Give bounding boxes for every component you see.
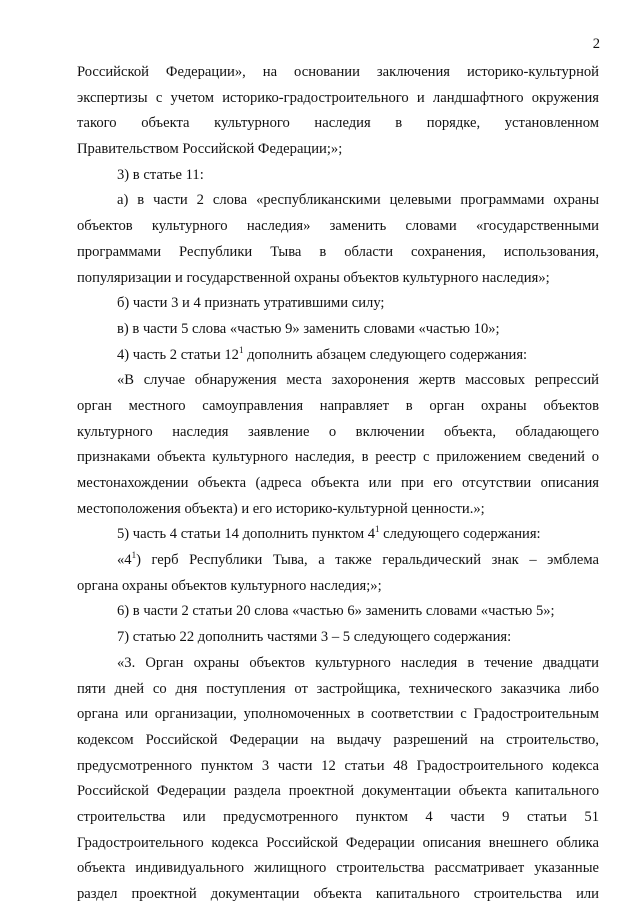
text-line-content: объекта индивидуального жилищного строительства рассматривает указанные: [77, 860, 599, 877]
text-line: [77, 497, 599, 523]
text-line-content: 7) статью 22 дополнить частями 3 – 5 следующего содержания:: [117, 629, 512, 646]
text-line: [77, 291, 599, 317]
superscript: 1: [375, 524, 380, 535]
text-line-content: раздел проектной документации объекта капитального строительства или: [77, 886, 599, 902]
text-line: [77, 188, 599, 214]
text-line: [77, 882, 599, 908]
text-line: [77, 548, 599, 574]
text-line: [77, 445, 599, 471]
text-line-content: «3. Орган охраны объектов культурного наследия в течение двадцати: [117, 654, 599, 671]
text-line-content: б) части 3 и 4 признать утратившими силу;: [117, 295, 385, 312]
text-line-content: Российской Федерации раздела проектной документации объекта капитального: [77, 783, 599, 800]
text-line-content: местонахождении объекта (адреса объекта или при его отсутствии описания: [77, 475, 599, 491]
text-line: [77, 651, 599, 677]
superscript: 1: [238, 344, 244, 355]
text-line-content: «4: [117, 552, 132, 569]
text-line: [77, 856, 599, 882]
text-line: [77, 137, 599, 163]
document-body: [77, 60, 599, 908]
text-line-content: «В случае обнаружения места захоронения жертв массовых репрессий: [117, 372, 599, 389]
text-line: [77, 805, 599, 831]
text-line-content: такого объекта культурного наследия в порядке, установленном: [77, 115, 599, 132]
text-line-content: 4) часть 2 статьи 12: [117, 346, 239, 363]
text-line-content: Российской Федерации», на основании заключения историко-культурной: [77, 64, 599, 80]
text-line: [77, 574, 599, 600]
text-line-content: 5) часть 4 статьи 14 дополнить пунктом 4: [117, 526, 376, 543]
text-line-tail: следующего содержания:: [379, 526, 541, 543]
text-line: [77, 471, 599, 497]
text-line-content: органа или организации, уполномоченных в соответствии с Градостроительным: [77, 706, 599, 723]
text-line: [77, 368, 599, 394]
text-line-content: органа охраны объектов культурного наследия;»;: [77, 577, 382, 594]
text-line: [77, 317, 599, 343]
text-line: [77, 60, 599, 86]
text-line-content: объектов культурного наследия» заменить словами «государственными: [77, 218, 599, 235]
text-line: [77, 163, 599, 189]
text-line: [77, 779, 599, 805]
text-line-content: 3) в статье 11:: [117, 166, 204, 183]
text-line: [77, 599, 599, 625]
text-line: [77, 625, 599, 651]
text-line-content: популяризации и государственной охраны объектов культурного наследия»;: [77, 269, 550, 286]
text-line-content: программами Республики Тыва в области сохранения, использования,: [77, 243, 599, 260]
text-line-tail: ) герб Республики Тыва, а также геральдический знак – эмблема: [136, 552, 599, 569]
text-line-tail: дополнить абзацем следующего содержания:: [243, 346, 528, 363]
text-line-content: признаками объекта культурного наследия, в реестр с приложением сведений о: [77, 449, 599, 466]
text-line-content: Градостроительного кодекса Российской Федерации описания внешнего облика: [77, 834, 599, 851]
page-number: 2: [592, 36, 600, 52]
text-line: [77, 522, 599, 548]
text-line-content: орган местного самоуправления направляет в орган охраны объектов: [77, 397, 599, 414]
text-line: [77, 677, 599, 703]
text-line: [77, 214, 599, 240]
text-line: [77, 754, 599, 780]
text-line: [77, 240, 599, 266]
text-line: [77, 111, 599, 137]
superscript: 1: [131, 550, 137, 561]
text-line: [77, 86, 599, 112]
text-line-content: местоположения объекта) и его историко-культурной ценности.»;: [77, 500, 485, 517]
text-line-content: Правительством Российской Федерации;»;: [77, 141, 343, 158]
text-line-content: строительства или предусмотренного пунктом 4 части 9 статьи 51: [77, 808, 599, 825]
text-line-content: пяти дней со дня поступления от застройщика, технического заказчика либо: [77, 680, 599, 697]
text-line-content: 6) в части 2 статьи 20 слова «частью 6» заменить словами «частью 5»;: [117, 603, 555, 620]
text-line-content: а) в части 2 слова «республиканскими целевыми программами охраны: [117, 192, 599, 209]
text-line: [77, 728, 599, 754]
text-line: [77, 702, 599, 728]
text-line-content: экспертизы с учетом историко-градостроительного и ландшафтного окружения: [77, 89, 599, 106]
text-line: [77, 343, 599, 369]
text-line: [77, 831, 599, 857]
text-line: [77, 266, 599, 292]
text-line-content: культурного наследия заявление о включении объекта, обладающего: [77, 423, 599, 440]
text-line: [77, 394, 599, 420]
text-line-content: предусмотренного пунктом 3 части 12 статьи 48 Градостроительного кодекса: [77, 757, 599, 774]
text-line-content: в) в части 5 слова «частью 9» заменить словами «частью 10»;: [117, 320, 500, 337]
text-line: [77, 420, 599, 446]
text-line-content: кодексом Российской Федерации на выдачу разрешений на строительство,: [77, 731, 599, 748]
